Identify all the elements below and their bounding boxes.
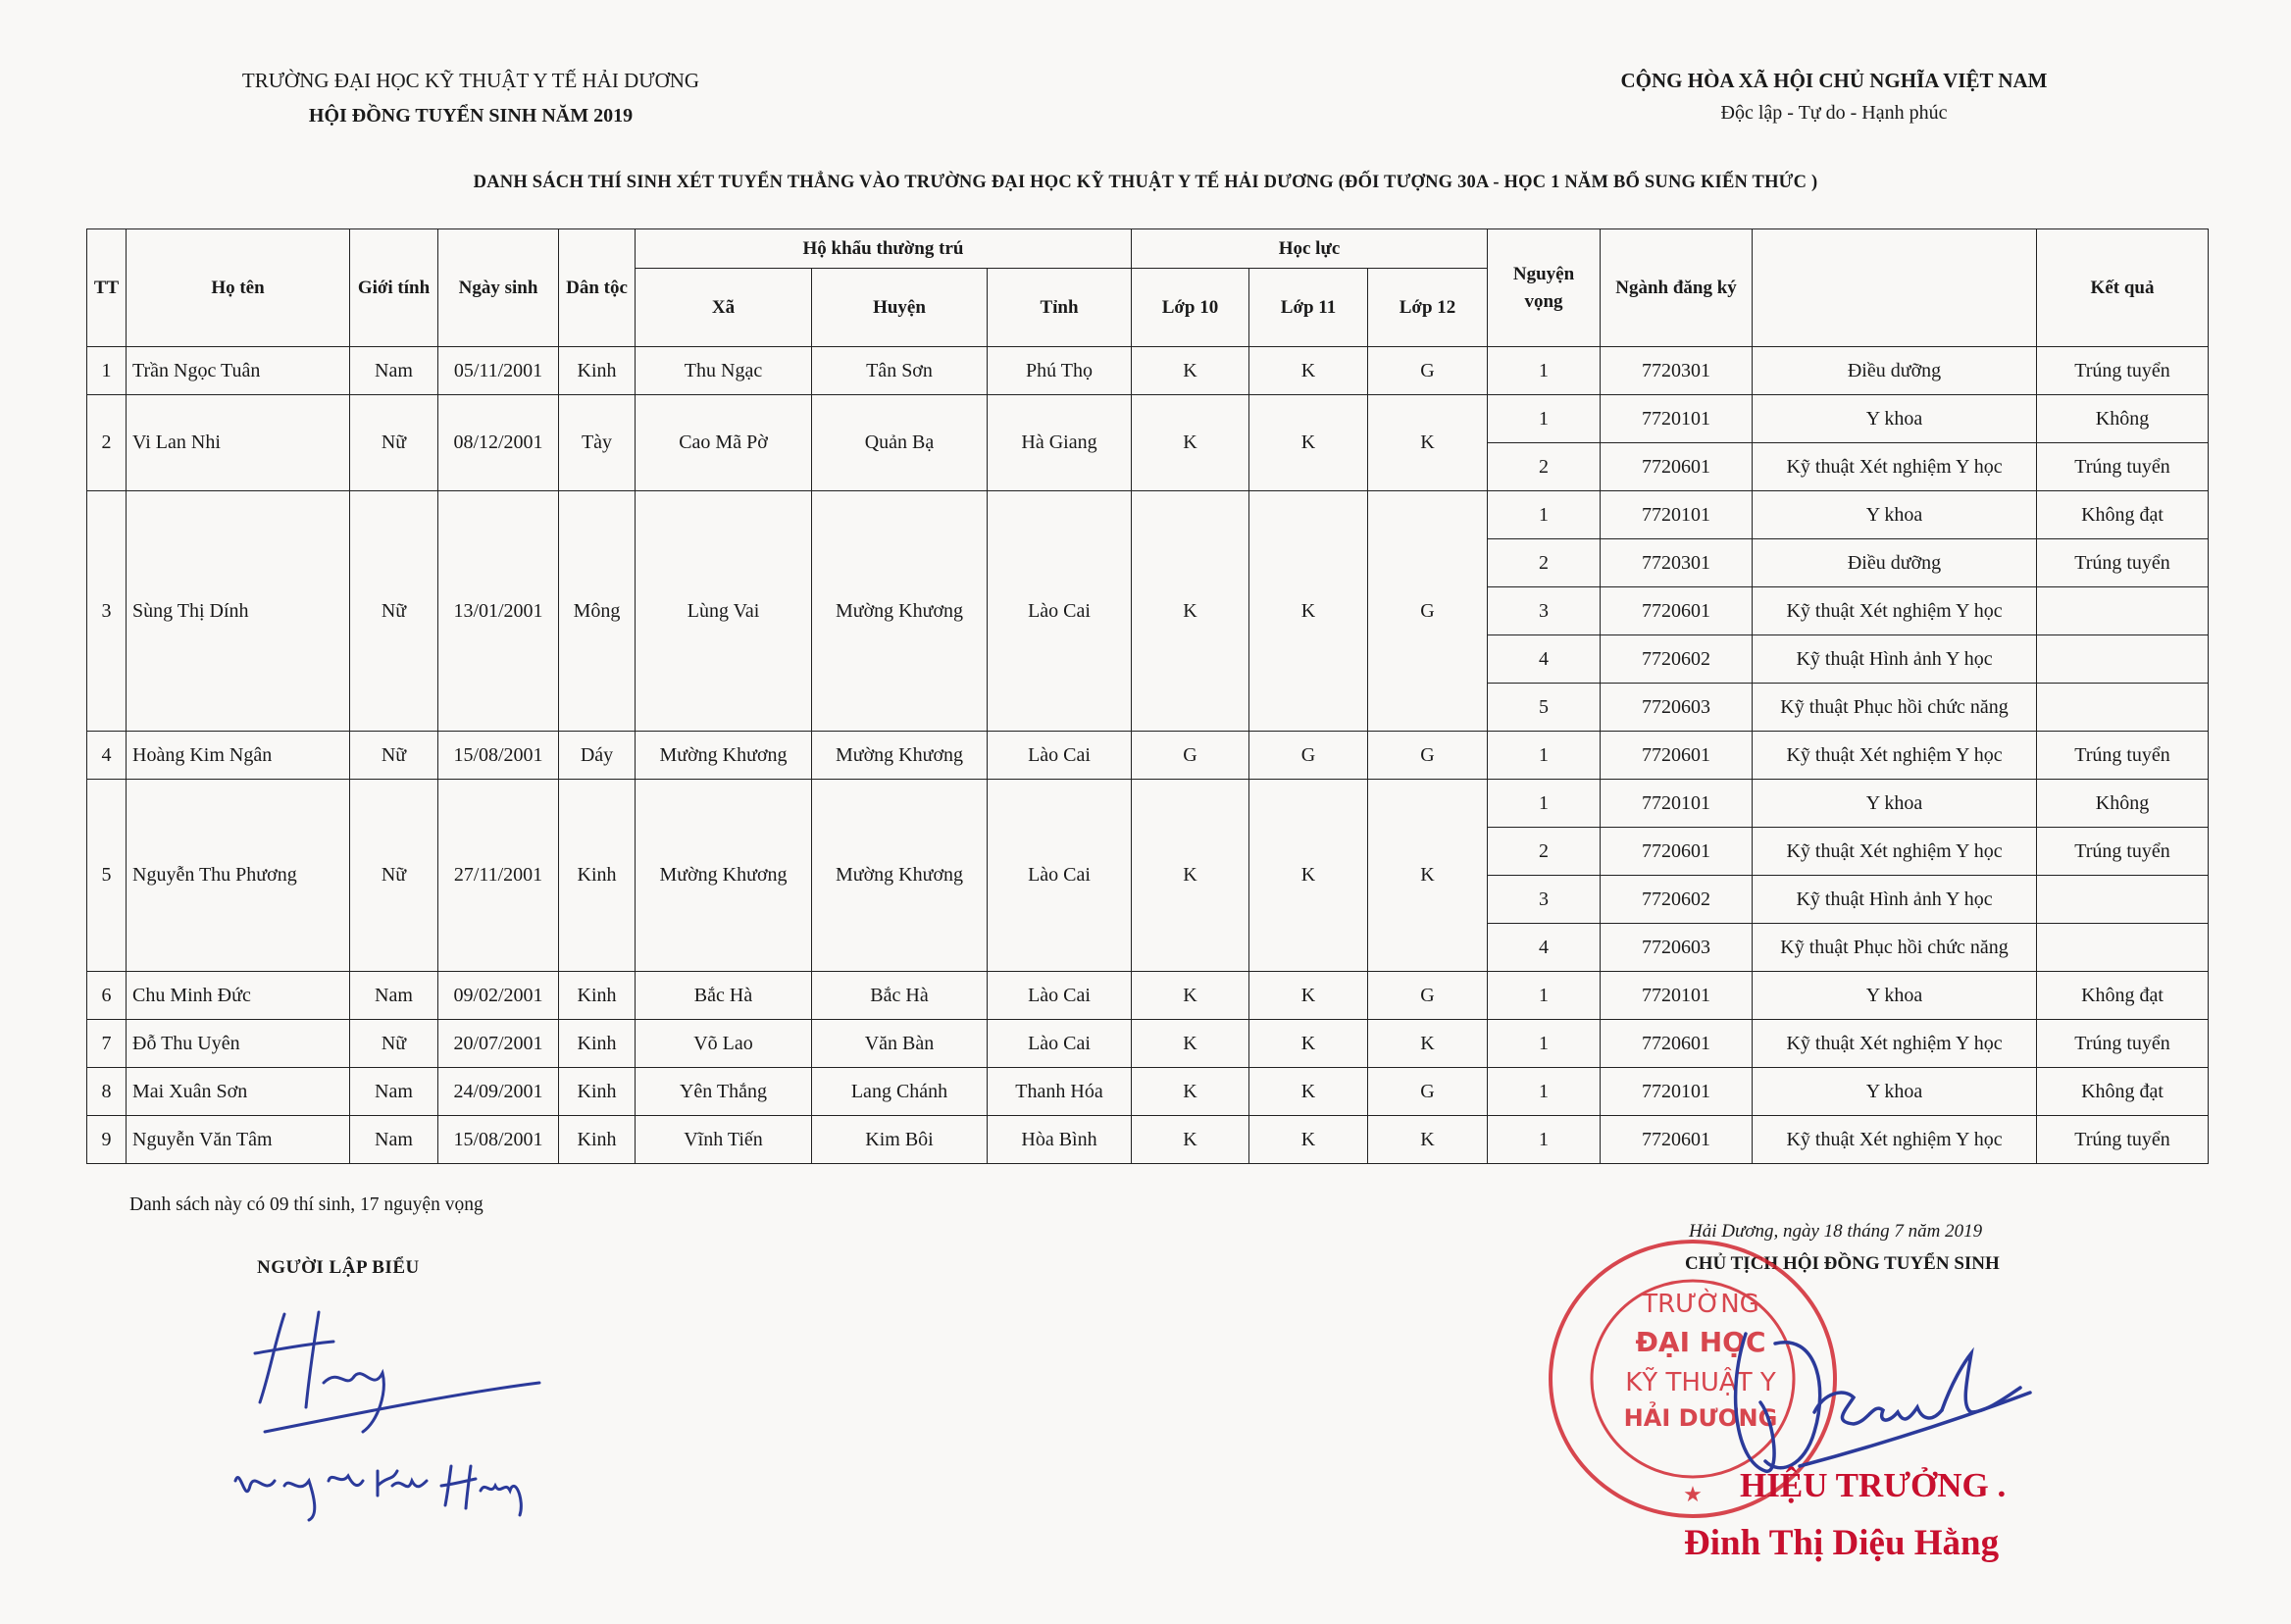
cell-tt: 3	[87, 491, 127, 732]
cell-major-name: Y khoa	[1753, 395, 2037, 443]
cell-commune: Cao Mã Pờ	[636, 395, 812, 491]
cell-wish-no: 1	[1488, 780, 1601, 828]
cell-name: Đỗ Thu Uyên	[127, 1020, 350, 1068]
table-row	[87, 780, 2209, 828]
cell-grade12: K	[1368, 395, 1488, 491]
seal-star-icon: ★	[1683, 1483, 1703, 1507]
cell-major-name: Điều dưỡng	[1753, 347, 2037, 395]
cell-major-name: Kỹ thuật Xét nghiệm Y học	[1753, 1116, 2037, 1164]
cell-ethnic: Kinh	[559, 780, 636, 972]
cell-wish-no: 1	[1488, 1068, 1601, 1116]
cell-grade10: K	[1132, 1116, 1249, 1164]
school-name: TRƯỜNG ĐẠI HỌC KỸ THUẬT Y TẾ HẢI DƯƠNG	[241, 69, 700, 92]
cell-result: Không đạt	[2037, 1068, 2209, 1116]
cell-grade12: G	[1368, 347, 1488, 395]
col-ethnic: Dân tộc	[559, 229, 636, 347]
cell-result	[2037, 635, 2209, 684]
seal-line-1: TRƯỜNG	[1642, 1290, 1759, 1319]
cell-result: Trúng tuyển	[2037, 828, 2209, 876]
cell-commune: Võ Lao	[636, 1020, 812, 1068]
cell-dob: 24/09/2001	[438, 1068, 559, 1116]
cell-major-code: 7720601	[1601, 1020, 1753, 1068]
cell-result: Trúng tuyển	[2037, 732, 2209, 780]
cell-wish-no: 2	[1488, 539, 1601, 587]
cell-gender: Nữ	[350, 780, 438, 972]
cell-major-code: 7720101	[1601, 491, 1753, 539]
cell-commune: Thu Ngạc	[636, 347, 812, 395]
cell-dob: 20/07/2001	[438, 1020, 559, 1068]
cell-result	[2037, 684, 2209, 732]
cell-tt: 2	[87, 395, 127, 491]
cell-grade10: G	[1132, 732, 1249, 780]
cell-district: Quản Bạ	[812, 395, 988, 491]
cell-major-name: Y khoa	[1753, 491, 2037, 539]
cell-commune: Lùng Vai	[636, 491, 812, 732]
cell-commune: Mường Khương	[636, 780, 812, 972]
cell-grade12: G	[1368, 491, 1488, 732]
cell-ethnic: Kinh	[559, 1020, 636, 1068]
preparer-signature	[216, 1285, 628, 1530]
cell-ethnic: Dáy	[559, 732, 636, 780]
table-row	[87, 395, 2209, 443]
cell-tt: 1	[87, 347, 127, 395]
cell-major-code: 7720603	[1601, 684, 1753, 732]
cell-grade11: K	[1249, 972, 1368, 1020]
cell-result: Không đạt	[2037, 972, 2209, 1020]
cell-wish-no: 1	[1488, 1020, 1601, 1068]
country-name: CỘNG HÒA XÃ HỘI CHỦ NGHĨA VIỆT NAM	[1620, 69, 2048, 92]
cell-major-name: Kỹ thuật Phục hồi chức năng	[1753, 924, 2037, 972]
cell-major-code: 7720101	[1601, 395, 1753, 443]
cell-major-name: Kỹ thuật Phục hồi chức năng	[1753, 684, 2037, 732]
cell-tt: 5	[87, 780, 127, 972]
cell-major-code: 7720101	[1601, 1068, 1753, 1116]
cell-major-name: Y khoa	[1753, 972, 2037, 1020]
cell-result	[2037, 587, 2209, 635]
cell-grade11: K	[1249, 347, 1368, 395]
cell-result: Trúng tuyển	[2037, 1020, 2209, 1068]
cell-result: Không đạt	[2037, 491, 2209, 539]
cell-commune: Bắc Hà	[636, 972, 812, 1020]
cell-grade10: K	[1132, 1068, 1249, 1116]
cell-district: Kim Bôi	[812, 1116, 988, 1164]
cell-result: Trúng tuyển	[2037, 443, 2209, 491]
col-grade11: Lớp 11	[1249, 269, 1368, 347]
cell-tt: 7	[87, 1020, 127, 1068]
cell-grade12: G	[1368, 732, 1488, 780]
cell-result	[2037, 924, 2209, 972]
cell-name: Trần Ngọc Tuân	[127, 347, 350, 395]
cell-major-code: 7720101	[1601, 780, 1753, 828]
cell-province: Lào Cai	[988, 491, 1132, 732]
cell-grade11: K	[1249, 1020, 1368, 1068]
cell-major-code: 7720101	[1601, 972, 1753, 1020]
summary-text: Danh sách này có 09 thí sinh, 17 nguyện vọng	[129, 1194, 484, 1215]
cell-grade12: K	[1368, 780, 1488, 972]
cell-major-name: Y khoa	[1753, 1068, 2037, 1116]
cell-wish-no: 2	[1488, 828, 1601, 876]
cell-major-code: 7720601	[1601, 587, 1753, 635]
cell-major-code: 7720602	[1601, 635, 1753, 684]
cell-major-name: Kỹ thuật Xét nghiệm Y học	[1753, 1020, 2037, 1068]
cell-name: Chu Minh Đức	[127, 972, 350, 1020]
cell-district: Mường Khương	[812, 780, 988, 972]
table-row	[87, 1020, 2209, 1068]
council-name: HỘI ĐỒNG TUYỂN SINH NĂM 2019	[308, 105, 634, 127]
table-row	[87, 491, 2209, 539]
cell-grade12: K	[1368, 1116, 1488, 1164]
cell-tt: 6	[87, 972, 127, 1020]
cell-wish-no: 4	[1488, 924, 1601, 972]
cell-grade11: K	[1249, 395, 1368, 491]
cell-gender: Nam	[350, 1116, 438, 1164]
cell-major-name: Y khoa	[1753, 780, 2037, 828]
cell-major-name: Điều dưỡng	[1753, 539, 2037, 587]
cell-result	[2037, 876, 2209, 924]
cell-ethnic: Kinh	[559, 347, 636, 395]
cell-dob: 27/11/2001	[438, 780, 559, 972]
cell-wish-no: 3	[1488, 876, 1601, 924]
cell-district: Bắc Hà	[812, 972, 988, 1020]
cell-dob: 08/12/2001	[438, 395, 559, 491]
col-major-name	[1753, 229, 2037, 347]
cell-tt: 4	[87, 732, 127, 780]
table-row	[87, 732, 2209, 780]
cell-province: Thanh Hóa	[988, 1068, 1132, 1116]
col-grade10: Lớp 10	[1132, 269, 1249, 347]
cell-major-name: Kỹ thuật Xét nghiệm Y học	[1753, 587, 2037, 635]
cell-grade10: K	[1132, 491, 1249, 732]
cell-commune: Mường Khương	[636, 732, 812, 780]
cell-dob: 13/01/2001	[438, 491, 559, 732]
cell-district: Mường Khương	[812, 491, 988, 732]
cell-district: Mường Khương	[812, 732, 988, 780]
cell-district: Văn Bàn	[812, 1020, 988, 1068]
cell-gender: Nữ	[350, 732, 438, 780]
col-commune: Xã	[636, 269, 812, 347]
cell-wish-no: 1	[1488, 732, 1601, 780]
cell-commune: Yên Thắng	[636, 1068, 812, 1116]
cell-result: Không	[2037, 780, 2209, 828]
cell-district: Lang Chánh	[812, 1068, 988, 1116]
col-residence: Hộ khẩu thường trú	[636, 229, 1132, 269]
rector-name: Đinh Thị Diệu Hằng	[1684, 1523, 2000, 1563]
cell-major-name: Kỹ thuật Hình ảnh Y học	[1753, 635, 2037, 684]
cell-major-name: Kỹ thuật Hình ảnh Y học	[1753, 876, 2037, 924]
seal-line-3: KỸ THUẬT Y	[1625, 1368, 1776, 1397]
cell-grade12: G	[1368, 972, 1488, 1020]
cell-grade10: K	[1132, 1020, 1249, 1068]
col-major-code: Ngành đăng ký	[1601, 229, 1753, 347]
cell-name: Sùng Thị Dính	[127, 491, 350, 732]
cell-gender: Nữ	[350, 1020, 438, 1068]
table-row	[87, 972, 2209, 1020]
cell-wish-no: 1	[1488, 347, 1601, 395]
cell-name: Hoàng Kim Ngân	[127, 732, 350, 780]
cell-wish-no: 3	[1488, 587, 1601, 635]
table-row	[87, 1068, 2209, 1116]
cell-ethnic: Tày	[559, 395, 636, 491]
col-province: Tỉnh	[988, 269, 1132, 347]
cell-grade11: K	[1249, 491, 1368, 732]
cell-result: Trúng tuyển	[2037, 539, 2209, 587]
cell-major-name: Kỹ thuật Xét nghiệm Y học	[1753, 828, 2037, 876]
cell-province: Lào Cai	[988, 732, 1132, 780]
cell-ethnic: Kinh	[559, 1068, 636, 1116]
cell-dob: 05/11/2001	[438, 347, 559, 395]
document-title: DANH SÁCH THÍ SINH XÉT TUYỂN THẲNG VÀO TRƯỜNG ĐẠI HỌC KỸ THUẬT Y TẾ HẢI DƯƠNG (ĐỐI TƯỢNG 30A - HỌC 1 NĂM BỔ SUNG KIẾN THỨC )	[473, 173, 1818, 192]
seal-line-2: ĐẠI HỌC	[1635, 1326, 1766, 1358]
cell-gender: Nữ	[350, 395, 438, 491]
table-row	[87, 347, 2209, 395]
preparer-title: NGƯỜI LẬP BIỂU	[257, 1257, 420, 1278]
cell-major-name: Kỹ thuật Xét nghiệm Y học	[1753, 443, 2037, 491]
cell-grade10: K	[1132, 347, 1249, 395]
col-grade12: Lớp 12	[1368, 269, 1488, 347]
seal-line-4: HẢI DƯƠNG	[1623, 1404, 1778, 1432]
cell-grade12: K	[1368, 1020, 1488, 1068]
cell-wish-no: 2	[1488, 443, 1601, 491]
col-name: Họ tên	[127, 229, 350, 347]
col-wish: Nguyện vọng	[1488, 229, 1601, 347]
cell-grade10: K	[1132, 972, 1249, 1020]
cell-district: Tân Sơn	[812, 347, 988, 395]
cell-major-code: 7720601	[1601, 828, 1753, 876]
cell-grade11: K	[1249, 1116, 1368, 1164]
cell-commune: Vĩnh Tiến	[636, 1116, 812, 1164]
cell-name: Nguyễn Thu Phương	[127, 780, 350, 972]
cell-province: Lào Cai	[988, 1020, 1132, 1068]
cell-ethnic: Kinh	[559, 972, 636, 1020]
place-date: Hải Dương, ngày 18 tháng 7 năm 2019	[1689, 1221, 1983, 1242]
cell-name: Vi Lan Nhi	[127, 395, 350, 491]
cell-wish-no: 1	[1488, 972, 1601, 1020]
cell-province: Hà Giang	[988, 395, 1132, 491]
cell-gender: Nam	[350, 1068, 438, 1116]
col-district: Huyện	[812, 269, 988, 347]
col-dob: Ngày sinh	[438, 229, 559, 347]
cell-result: Trúng tuyển	[2037, 347, 2209, 395]
cell-major-code: 7720301	[1601, 347, 1753, 395]
cell-major-code: 7720601	[1601, 732, 1753, 780]
cell-ethnic: Mông	[559, 491, 636, 732]
cell-result: Trúng tuyển	[2037, 1116, 2209, 1164]
cell-major-code: 7720601	[1601, 1116, 1753, 1164]
col-academic: Học lực	[1132, 229, 1488, 269]
cell-major-name: Kỹ thuật Xét nghiệm Y học	[1753, 732, 2037, 780]
cell-province: Phú Thọ	[988, 347, 1132, 395]
table-row	[87, 1116, 2209, 1164]
cell-gender: Nam	[350, 347, 438, 395]
cell-name: Nguyễn Văn Tâm	[127, 1116, 350, 1164]
cell-wish-no: 1	[1488, 491, 1601, 539]
cell-major-code: 7720603	[1601, 924, 1753, 972]
cell-major-code: 7720601	[1601, 443, 1753, 491]
cell-major-code: 7720602	[1601, 876, 1753, 924]
cell-province: Hòa Bình	[988, 1116, 1132, 1164]
cell-wish-no: 4	[1488, 635, 1601, 684]
col-gender: Giới tính	[350, 229, 438, 347]
cell-grade11: G	[1249, 732, 1368, 780]
cell-gender: Nam	[350, 972, 438, 1020]
cell-wish-no: 1	[1488, 1116, 1601, 1164]
cell-tt: 8	[87, 1068, 127, 1116]
cell-grade10: K	[1132, 780, 1249, 972]
cell-major-code: 7720301	[1601, 539, 1753, 587]
cell-name: Mai Xuân Sơn	[127, 1068, 350, 1116]
cell-wish-no: 5	[1488, 684, 1601, 732]
cell-grade10: K	[1132, 395, 1249, 491]
chair-title: CHỦ TỊCH HỘI ĐỒNG TUYỂN SINH	[1685, 1253, 2000, 1274]
admission-table	[86, 228, 2209, 1164]
cell-grade11: K	[1249, 780, 1368, 972]
cell-grade11: K	[1249, 1068, 1368, 1116]
cell-province: Lào Cai	[988, 972, 1132, 1020]
col-tt: TT	[87, 229, 127, 347]
cell-tt: 9	[87, 1116, 127, 1164]
cell-wish-no: 1	[1488, 395, 1601, 443]
rector-title: HIỆU TRƯỞNG .	[1740, 1466, 2007, 1504]
cell-province: Lào Cai	[988, 780, 1132, 972]
cell-result: Không	[2037, 395, 2209, 443]
cell-gender: Nữ	[350, 491, 438, 732]
col-result: Kết quả	[2037, 229, 2209, 347]
cell-ethnic: Kinh	[559, 1116, 636, 1164]
cell-dob: 15/08/2001	[438, 732, 559, 780]
cell-dob: 09/02/2001	[438, 972, 559, 1020]
cell-dob: 15/08/2001	[438, 1116, 559, 1164]
motto: Độc lập - Tự do - Hạnh phúc	[1720, 102, 1948, 124]
cell-grade12: G	[1368, 1068, 1488, 1116]
